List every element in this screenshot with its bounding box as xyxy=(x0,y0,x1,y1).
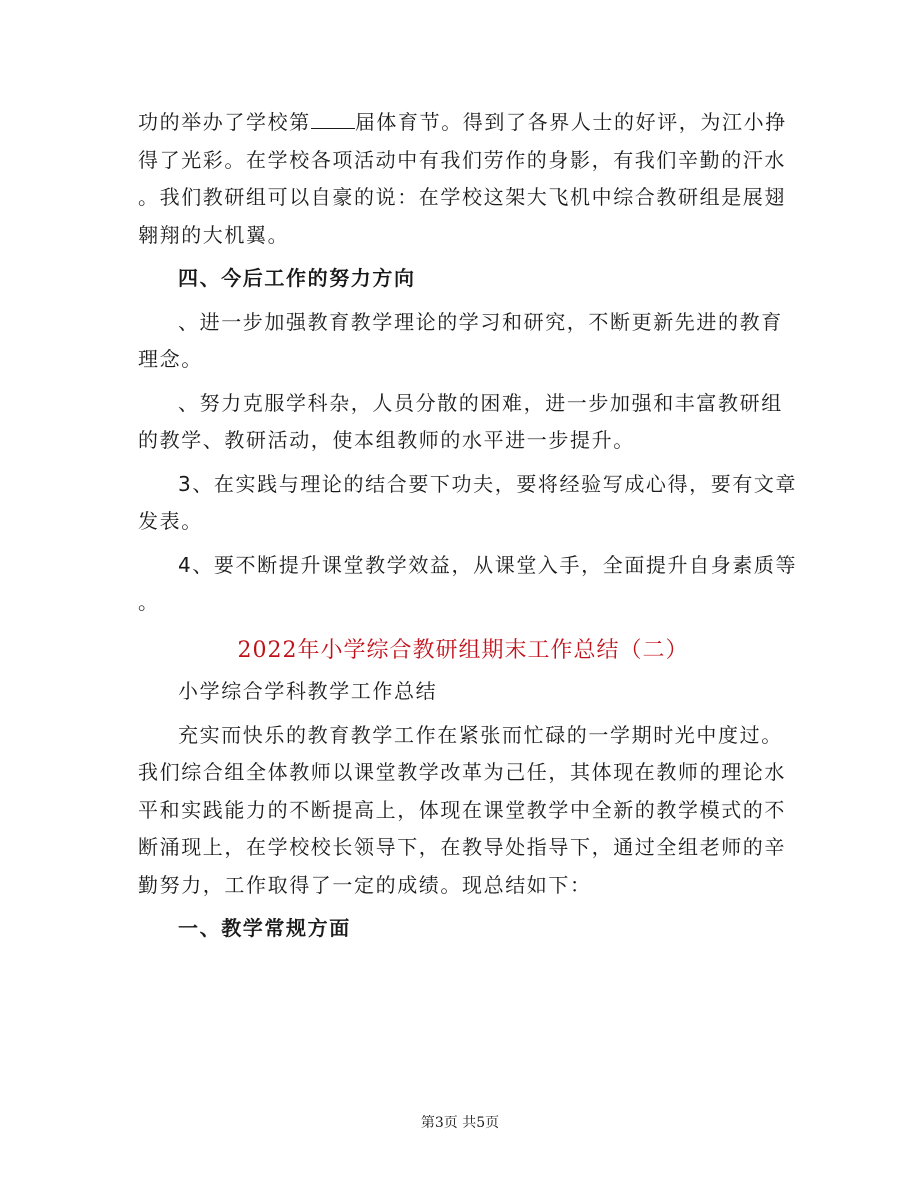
section-heading: 一、教学常规方面 xyxy=(178,916,351,940)
list-item-line: 、进一步加强教育教学理论的学习和研究，不断更新先进的教育 xyxy=(178,309,783,334)
text-segment: 功的举办了学校第 xyxy=(138,110,311,134)
paragraph-line: 得了光彩。在学校各项活动中有我们劳作的身影，有我们辛勤的汗水 xyxy=(138,147,786,172)
list-item-line: 、努力克服学科杂，人员分散的困难，进一步加强和丰富教研组 xyxy=(178,390,783,415)
paragraph-line: 。我们教研组可以自豪的说：在学校这架大飞机中综合教研组是展翅 xyxy=(138,185,786,209)
subtitle: 小学综合学科教学工作总结 xyxy=(178,679,438,703)
paragraph-line: 我们综合组全体教师以课堂教学改革为己任，其体现在教师的理论水 xyxy=(138,760,786,784)
paragraph-line: 翱翔的大机翼。 xyxy=(138,222,290,247)
document-title: 2022年小学综合教研组期末工作总结（二） xyxy=(237,637,689,663)
list-item-line: 理念。 xyxy=(138,347,203,371)
text-segment: 届体育节。得到了各界人士的好评，为江小挣 xyxy=(354,110,787,134)
paragraph-line: 平和实践能力的不断提高上，体现在课堂教学中全新的教学模式的不 xyxy=(138,797,786,822)
blank-underline xyxy=(311,110,355,129)
list-item-line: 发表。 xyxy=(138,509,203,533)
paragraph-line: 充实而快乐的教育教学工作在紧张而忙碌的一学期时光中度过。 xyxy=(178,722,783,747)
page-number: 第3页 共5页 xyxy=(420,1115,500,1131)
list-item-line: 3、在实践与理论的结合要下功夫，要将经验写成心得，要有文章 xyxy=(178,471,798,496)
document-body xyxy=(138,104,798,948)
list-item-line: 。 xyxy=(138,590,160,614)
paragraph-line: 断涌现上，在学校校长领导下，在教导处指导下，通过全组老师的辛 xyxy=(138,835,786,859)
section-heading: 四、今后工作的努力方向 xyxy=(178,266,416,290)
paragraph-line xyxy=(138,104,788,142)
paragraph-line: 勤努力，工作取得了一定的成绩。现总结如下： xyxy=(138,872,592,897)
list-item-line: 4、要不断提升课堂教学效益，从课堂入手，全面提升自身素质等 xyxy=(178,552,798,577)
list-item-line: 的教学、教研活动，使本组教师的水平进一步提升。 xyxy=(138,428,635,452)
